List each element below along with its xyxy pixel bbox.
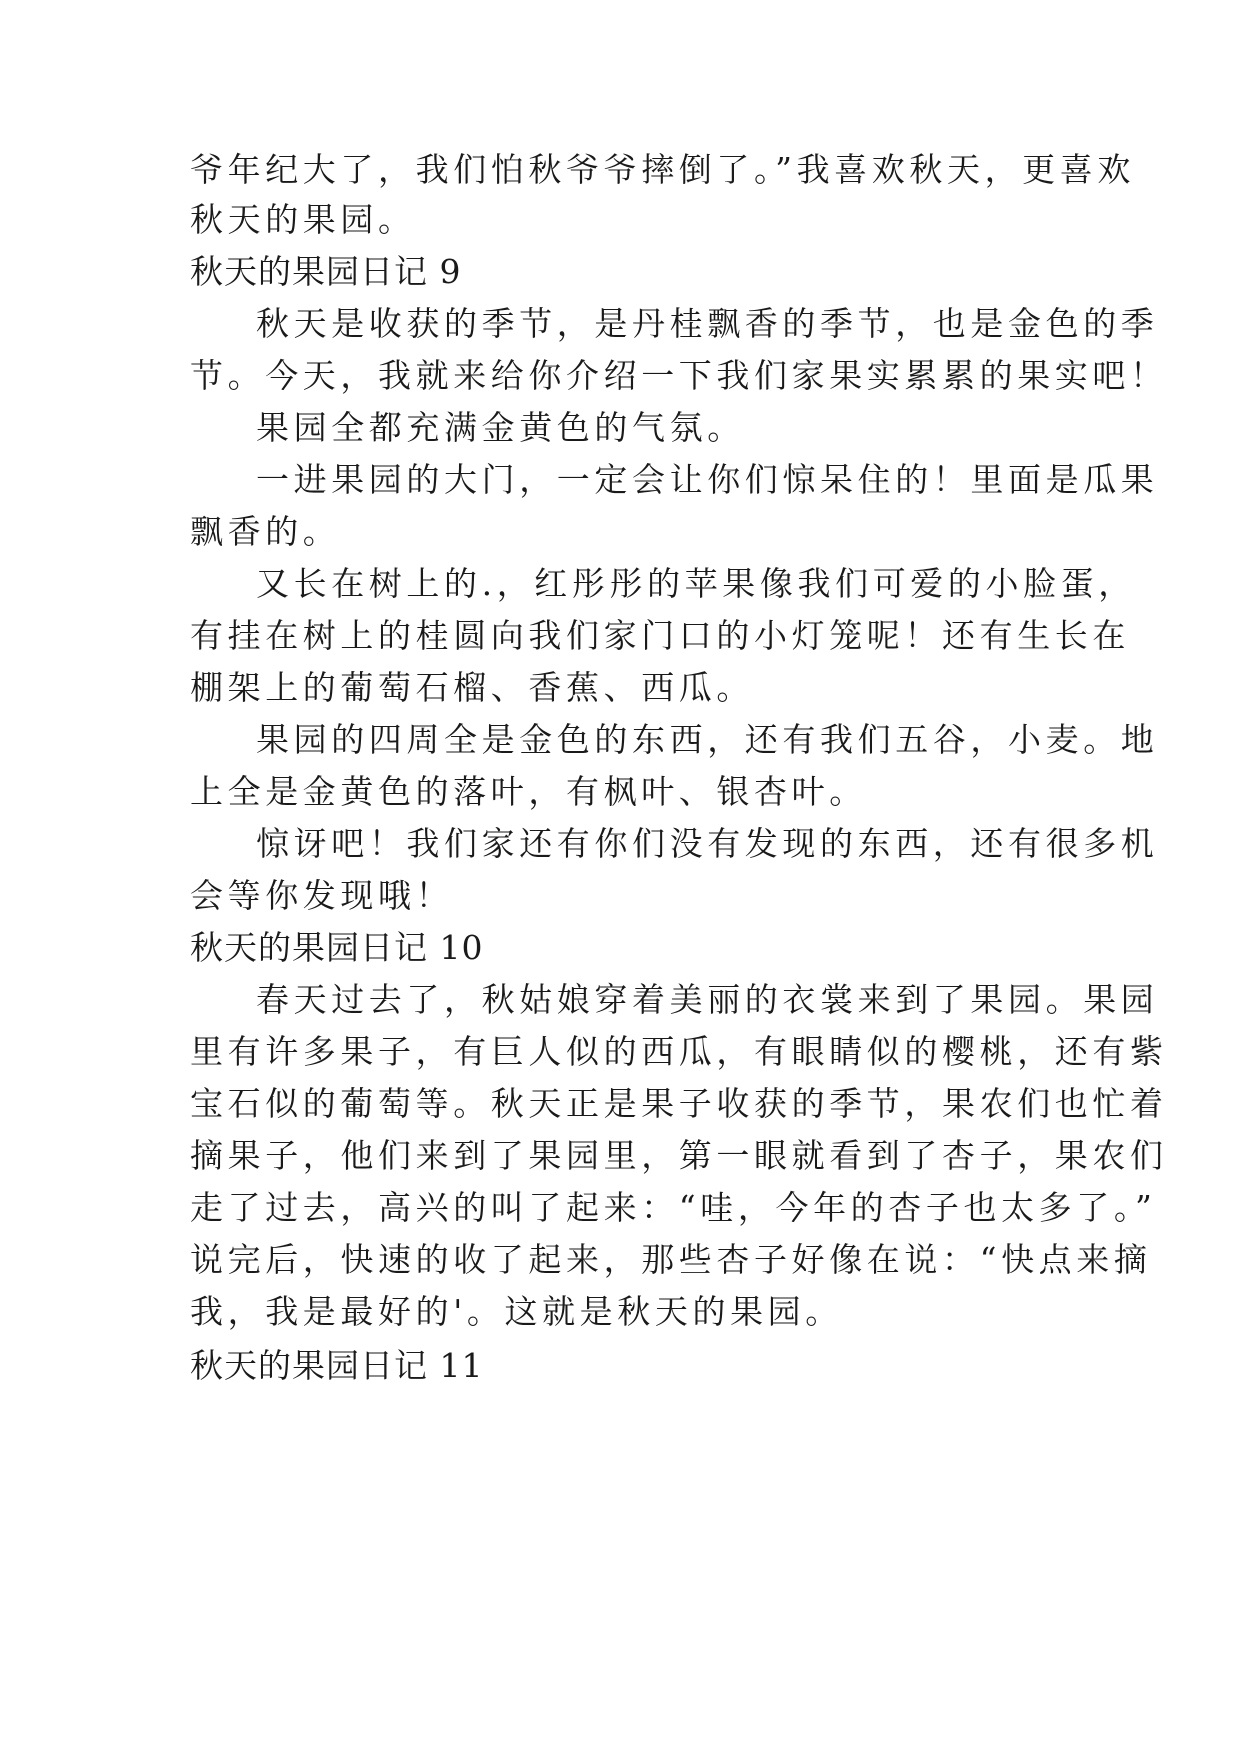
text-line: 走了过去，高兴的叫了起来：“哇，今年的杏子也太多了。” xyxy=(190,1188,1157,1227)
text-line: 上全是金黄色的落叶，有枫叶、银杏叶。 xyxy=(190,772,867,811)
text-line: 果园的四周全是金色的东西，还有我们五谷，小麦。地 xyxy=(256,720,1159,759)
text-line: 宝石似的葡萄等。秋天正是果子收获的季节，果农们也忙着 xyxy=(190,1084,1168,1123)
text-line: 秋天的果园。 xyxy=(190,200,416,239)
text-line: 会等你发现哦！ xyxy=(190,876,454,915)
text-line: 棚架上的葡萄石榴、香蕉、西瓜。 xyxy=(190,668,754,707)
text-line: 我，我是最好的'。这就是秋天的果园。 xyxy=(190,1292,843,1331)
text-line: 秋天是收获的季节，是丹桂飘香的季节，也是金色的季 xyxy=(256,304,1159,343)
text-line: 一进果园的大门，一定会让你们惊呆住的！里面是瓜果 xyxy=(256,460,1159,499)
section-heading: 秋天的果园日记 11 xyxy=(190,1346,484,1385)
text-line: 惊讶吧！我们家还有你们没有发现的东西，还有很多机 xyxy=(256,824,1159,863)
text-line: 说完后，快速的收了起来，那些杏子好像在说：“快点来摘 xyxy=(190,1240,1152,1279)
text-line: 果园全都充满金黄色的气氛。 xyxy=(256,408,745,447)
text-line: 摘果子，他们来到了果园里，第一眼就看到了杏子，果农们 xyxy=(190,1136,1168,1175)
section-heading: 秋天的果园日记 10 xyxy=(190,928,484,967)
text-line: 有挂在树上的桂圆向我们家门口的小灯笼呢！还有生长在 xyxy=(190,616,1130,655)
section-heading: 秋天的果园日记 9 xyxy=(190,252,462,291)
text-line: 节。今天，我就来给你介绍一下我们家果实累累的果实吧！ xyxy=(190,356,1168,395)
text-line: 爷年纪大了，我们怕秋爷爷摔倒了。”我喜欢秋天，更喜欢 xyxy=(190,150,1135,189)
text-line: 春天过去了，秋姑娘穿着美丽的衣裳来到了果园。果园 xyxy=(256,980,1159,1019)
text-line: 里有许多果子，有巨人似的西瓜，有眼睛似的樱桃，还有紫 xyxy=(190,1032,1168,1071)
text-line: 又长在树上的.，红彤彤的苹果像我们可爱的小脸蛋， xyxy=(256,564,1136,603)
text-line: 飘香的。 xyxy=(190,512,341,551)
